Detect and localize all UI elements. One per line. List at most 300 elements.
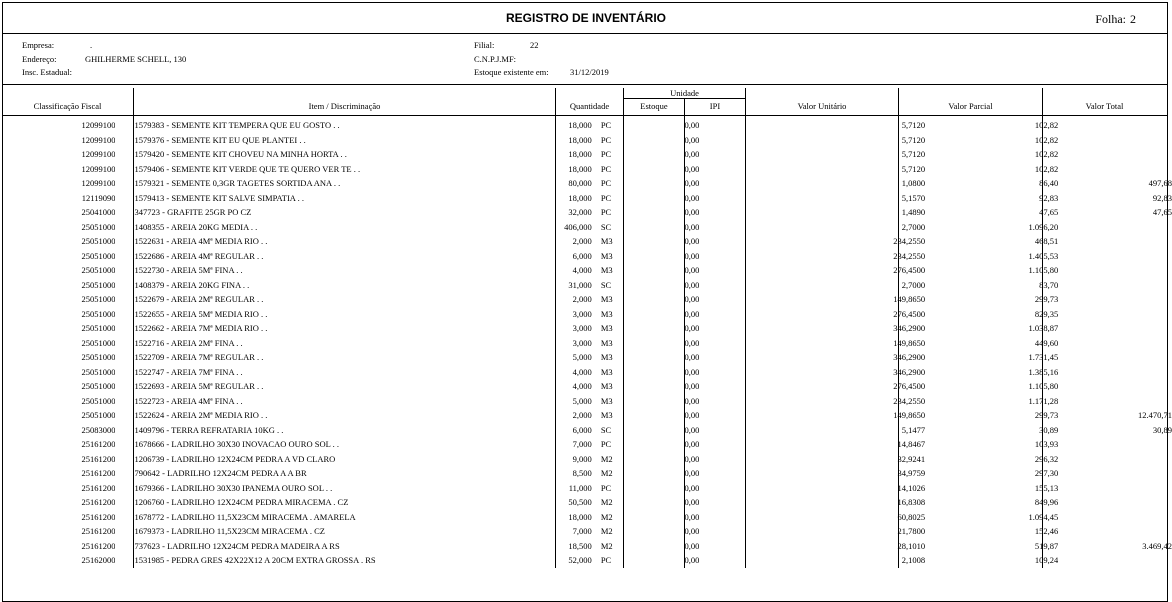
cell-quantidade: 4,000 [572,381,592,392]
cell-valor-unitario: 234,2550 [893,395,926,406]
cell-spacer [115,452,134,467]
cell-ipi: 0,00 [684,279,700,290]
cell-quantidade: 9,000 [572,453,592,464]
cell-quantidade: 7,000 [572,526,592,537]
col-classificacao-fiscal: Classificação Fiscal [33,101,102,111]
table-row [0,278,1172,293]
cell-valor-unitario: 5,7120 [901,163,926,174]
cell-quantidade: 2,000 [572,236,592,247]
cell-valor-unitario: 5,1570 [901,192,926,203]
cell-valor-unitario: 14,8467 [897,439,926,450]
col-valor-parcial: Valor Parcial [948,101,993,111]
cell-valor-unitario: 276,4500 [893,381,926,392]
cell-valor-unitario: 234,2550 [893,236,926,247]
cell-valor-unitario: 2,1008 [901,555,926,566]
cell-classificacao: 25051000 [81,410,116,421]
cell-valor-total [1058,321,1172,336]
cell-quantidade: 4,000 [572,265,592,276]
cell-valor-unitario: 34,9759 [897,468,926,479]
cell-classificacao: 25051000 [81,395,116,406]
cell-item: 1409796 - TERRA REFRATARIA 10KG . . [134,424,284,435]
estoque-value: 31/12/2019 [570,67,609,77]
cell-estoque: M2 [600,540,613,551]
table-row [0,234,1172,249]
cell-item: 1522655 - AREIA 5Mª MEDIA RIO . . [134,308,268,319]
col-item: Item / Discriminação [308,101,381,111]
cell-item: 1522716 - AREIA 2Mª FINA . . [134,337,243,348]
cell-valor-total: 12.470,71 [1138,410,1172,421]
cell-ipi: 0,00 [684,265,700,276]
cell-valor-unitario: 2,7000 [901,221,926,232]
cell-spacer [592,510,601,525]
endereco-label: Endereço: [22,54,57,64]
table-row [0,321,1172,336]
cell-classificacao: 25041000 [81,207,116,218]
cell-estoque: PC [600,439,612,450]
cell-valor-parcial: 83,70 [1039,279,1059,290]
cell-spacer [592,249,601,264]
cell-valor-total [1058,292,1172,307]
cell-item: 1579406 - SEMENTE KIT VERDE QUE TE QUERO VER TE . . [134,163,361,174]
cell-item: 1522723 - AREIA 4Mª FINA . . [134,395,243,406]
cell-estoque: PC [600,482,612,493]
cell-estoque: M3 [600,294,613,305]
cell-valor-total [1058,524,1172,539]
cell-estoque: PC [600,555,612,566]
cell-spacer [592,176,601,191]
cell-valor-total [1058,220,1172,235]
cell-valor-total [1058,365,1172,380]
cell-valor-unitario: 149,8650 [893,337,926,348]
cell-classificacao: 25162000 [81,555,116,566]
cell-spacer [115,481,134,496]
cell-item: 1522747 - AREIA 7Mª FINA . . [134,366,243,377]
cell-spacer [115,176,134,191]
cell-item: 1678772 - LADRILHO 11,5X23CM MIRACEMA . AMARELA [134,511,356,522]
estoque-label: Estoque existente em: [474,67,549,77]
cell-valor-unitario: 60,8025 [897,511,926,522]
cell-valor-parcial: 102,82 [1034,134,1059,145]
cell-spacer [115,191,134,206]
cell-spacer [115,539,134,554]
table-row [0,553,1172,568]
cell-spacer [592,394,601,409]
cell-ipi: 0,00 [684,526,700,537]
col-valor-unitario: Valor Unitário [797,101,847,111]
cell-item: 1579383 - SEMENTE KIT TEMPERA QUE EU GOSTO . . [134,120,340,131]
cell-valor-unitario: 1,0800 [901,178,926,189]
cell-spacer [115,365,134,380]
cell-estoque: M2 [600,511,613,522]
cell-estoque: SC [600,279,612,290]
cell-valor-total [1058,481,1172,496]
cell-valor-parcial: 102,82 [1034,149,1059,160]
cell-item: 1579420 - SEMENTE KIT CHOVEU NA MINHA HORTA . . [134,149,347,160]
table-row [0,249,1172,264]
cell-valor-total [1058,336,1172,351]
cell-estoque: PC [600,163,612,174]
cell-valor-parcial: 1.105,80 [1028,381,1059,392]
cell-ipi: 0,00 [684,178,700,189]
cell-item: 1522730 - AREIA 5Mª FINA . . [134,265,243,276]
cell-quantidade: 18,000 [568,120,592,131]
cell-spacer [592,539,601,554]
cell-classificacao: 12099100 [81,149,116,160]
title-separator [2,33,1168,34]
cell-quantidade: 11,000 [568,482,592,493]
cell-valor-unitario: 1,4890 [901,207,926,218]
cell-item: 1522624 - AREIA 2Mª MEDIA RIO . . [134,410,268,421]
table-row [0,394,1172,409]
col-estoque: Estoque [640,101,668,111]
cell-valor-total: 3.469,42 [1142,540,1172,551]
cell-classificacao: 25161200 [81,497,116,508]
cell-quantidade: 3,000 [572,308,592,319]
cell-classificacao: 25051000 [81,366,116,377]
cell-estoque: PC [600,120,612,131]
cell-valor-unitario: 149,8650 [893,294,926,305]
cell-ipi: 0,00 [684,134,700,145]
cell-estoque: M2 [600,468,613,479]
cell-classificacao: 25161200 [81,453,116,464]
cell-classificacao: 12099100 [81,178,116,189]
cell-classificacao: 25051000 [81,294,116,305]
cell-item: 1522693 - AREIA 5Mª REGULAR . . [134,381,264,392]
cell-quantidade: 18,000 [568,134,592,145]
cell-estoque: SC [600,424,612,435]
table-row [0,191,1172,206]
cell-spacer [592,191,601,206]
cell-item: 790642 - LADRILHO 12X24CM PEDRA A A BR [134,468,307,479]
folha-value: 2 [1130,12,1136,26]
cell-spacer [115,307,134,322]
cell-item: 1579413 - SEMENTE KIT SALVE SIMPATIA . . [134,192,304,203]
cell-quantidade: 18,000 [568,511,592,522]
inventory-table [0,118,1172,568]
cell-classificacao: 25161200 [81,511,116,522]
cell-classificacao: 25161200 [81,468,116,479]
cell-quantidade: 3,000 [572,323,592,334]
cell-estoque: M3 [600,381,613,392]
cell-item: 1579376 - SEMENTE KIT EU QUE PLANTEI . . [134,134,306,145]
cell-valor-parcial: 92,83 [1039,192,1059,203]
cell-valor-parcial: 102,82 [1034,163,1059,174]
cell-quantidade: 406,000 [564,221,592,232]
cell-estoque: PC [600,178,612,189]
cell-ipi: 0,00 [684,410,700,421]
cell-spacer [115,205,134,220]
table-row [0,437,1172,452]
cell-ipi: 0,00 [684,352,700,363]
cell-ipi: 0,00 [684,294,700,305]
cell-valor-total: 47,65 [1152,207,1172,218]
cell-ipi: 0,00 [684,221,700,232]
cell-item: 1679366 - LADRILHO 30X30 IPANEMA OURO SOL . . [134,482,333,493]
cell-valor-total: 497,68 [1148,178,1172,189]
cell-estoque: M3 [600,236,613,247]
cell-spacer [115,118,134,133]
table-row [0,524,1172,539]
table-row [0,365,1172,380]
cell-quantidade: 6,000 [572,424,592,435]
cell-spacer [592,379,601,394]
table-row [0,408,1172,423]
cell-valor-parcial: 849,96 [1034,497,1059,508]
table-row [0,147,1172,162]
cell-spacer [592,481,601,496]
cell-spacer [115,466,134,481]
cell-valor-parcial: 47,65 [1039,207,1059,218]
cell-spacer [115,553,134,568]
cell-valor-unitario: 5,7120 [901,149,926,160]
cell-ipi: 0,00 [684,555,700,566]
cell-valor-total [1058,147,1172,162]
cell-valor-parcial: 468,51 [1034,236,1059,247]
cell-valor-parcial: 30,89 [1039,424,1059,435]
cell-valor-total: 92,83 [1152,192,1172,203]
cell-classificacao: 12099100 [81,134,116,145]
cell-item: 1522631 - AREIA 4Mª MEDIA RIO . . [134,236,268,247]
cell-classificacao: 25051000 [81,221,116,232]
cell-spacer [115,350,134,365]
cell-quantidade: 8,500 [572,468,592,479]
cell-item: 1678666 - LADRILHO 30X30 INOVACAO OURO SOL . . [134,439,339,450]
cell-valor-parcial: 1.094,45 [1028,511,1059,522]
cell-quantidade: 6,000 [572,250,592,261]
cell-ipi: 0,00 [684,395,700,406]
cell-valor-total [1058,437,1172,452]
cell-ipi: 0,00 [684,149,700,160]
cell-valor-parcial: 86,40 [1039,178,1059,189]
cell-estoque: PC [600,192,612,203]
cell-valor-parcial: 102,82 [1034,120,1059,131]
cell-spacer [115,321,134,336]
report-title: REGISTRO DE INVENTÁRIO [505,11,666,25]
col-valor-total: Valor Total [1085,101,1124,111]
cell-classificacao: 25161200 [81,482,116,493]
cell-spacer [592,553,601,568]
cell-item: 1522686 - AREIA 4Mª REGULAR . . [134,250,264,261]
header-separator [2,84,1168,85]
cell-valor-parcial: 296,32 [1034,453,1059,464]
cell-estoque: M3 [600,323,613,334]
cell-item: 1522662 - AREIA 7Mª MEDIA RIO . . [134,323,268,334]
cell-valor-unitario: 346,2900 [893,352,926,363]
cell-estoque: PC [600,134,612,145]
cell-spacer [115,423,134,438]
table-row [0,350,1172,365]
cell-classificacao: 25051000 [81,381,116,392]
cell-classificacao: 12119090 [81,192,116,203]
cell-classificacao: 25083000 [81,424,116,435]
cell-classificacao: 25051000 [81,308,116,319]
cell-spacer [592,495,601,510]
cell-quantidade: 31,000 [568,279,592,290]
cell-quantidade: 2,000 [572,294,592,305]
table-row [0,133,1172,148]
cell-ipi: 0,00 [684,207,700,218]
cell-quantidade: 5,000 [572,352,592,363]
cell-valor-total [1058,307,1172,322]
cell-valor-total [1058,553,1172,568]
cell-valor-total [1058,263,1172,278]
cell-estoque: M3 [600,265,613,276]
cell-valor-parcial: 1.405,53 [1028,250,1059,261]
cell-spacer [115,524,134,539]
cell-ipi: 0,00 [684,439,700,450]
cell-spacer [115,278,134,293]
cell-item: 737623 - LADRILHO 12X24CM PEDRA MADEIRA A RS [134,540,340,551]
cell-spacer [592,307,601,322]
cell-spacer [115,408,134,423]
cell-ipi: 0,00 [684,424,700,435]
cell-item: 1408355 - AREIA 20KG MEDIA . . [134,221,258,232]
cell-valor-parcial: 1.096,20 [1028,221,1059,232]
cell-valor-parcial: 299,73 [1034,410,1059,421]
insc-estadual-label: Insc. Estadual: [22,67,73,77]
cell-valor-unitario: 5,7120 [901,134,926,145]
cell-item: 1522679 - AREIA 2Mª REGULAR . . [134,294,264,305]
empresa-label: Empresa: [22,40,55,50]
cell-spacer [115,147,134,162]
cell-valor-total [1058,350,1172,365]
cell-ipi: 0,00 [684,482,700,493]
cell-spacer [592,278,601,293]
cell-classificacao: 25161200 [81,540,116,551]
cell-valor-parcial: 449,60 [1034,337,1059,348]
cell-quantidade: 18,000 [568,149,592,160]
table-row [0,220,1172,235]
cell-spacer [592,466,601,481]
cell-valor-total [1058,466,1172,481]
cell-estoque: PC [600,149,612,160]
table-row [0,205,1172,220]
cell-estoque: SC [600,221,612,232]
col-unidade: Unidade [670,88,699,98]
cell-valor-total [1058,452,1172,467]
cell-classificacao: 12099100 [81,163,116,174]
cell-estoque: M3 [600,250,613,261]
cell-spacer [592,162,601,177]
cell-valor-parcial: 109,24 [1034,555,1059,566]
cell-classificacao: 25051000 [81,337,116,348]
cell-spacer [592,437,601,452]
cell-valor-unitario: 32,9241 [897,453,926,464]
cell-valor-unitario: 5,1477 [901,424,926,435]
cell-valor-parcial: 829,35 [1034,308,1059,319]
cell-valor-parcial: 519,87 [1034,540,1059,551]
cell-quantidade: 2,000 [572,410,592,421]
cell-valor-total [1058,278,1172,293]
cell-quantidade: 5,000 [572,395,592,406]
cell-valor-parcial: 1.038,87 [1028,323,1059,334]
cell-valor-unitario: 149,8650 [893,410,926,421]
cell-spacer [592,205,601,220]
cell-valor-unitario: 276,4500 [893,308,926,319]
cell-spacer [592,292,601,307]
cell-estoque: M3 [600,352,613,363]
cell-valor-total [1058,162,1172,177]
cell-valor-total [1058,118,1172,133]
cell-item: 1531985 - PEDRA GRES 42X22X12 A 20CM EXTRA GROSSA . RS [134,555,376,566]
table-row [0,539,1172,554]
cell-valor-unitario: 14,1026 [897,482,926,493]
cell-valor-unitario: 16,8308 [897,497,926,508]
cell-spacer [115,133,134,148]
cell-spacer [592,220,601,235]
cell-quantidade: 4,000 [572,366,592,377]
cell-quantidade: 80,000 [568,178,592,189]
table-row [0,379,1172,394]
cell-valor-total [1058,495,1172,510]
cell-valor-total [1058,510,1172,525]
cell-valor-unitario: 346,2900 [893,323,926,334]
cell-ipi: 0,00 [684,511,700,522]
table-row [0,495,1172,510]
cnpj-label: C.N.P.J.MF: [474,54,517,64]
table-row [0,118,1172,133]
cell-classificacao: 25051000 [81,323,116,334]
cell-quantidade: 32,000 [568,207,592,218]
cell-valor-unitario: 21,7800 [897,526,926,537]
cell-quantidade: 18,500 [568,540,592,551]
cell-estoque: M3 [600,337,613,348]
table-row [0,510,1172,525]
table-row [0,466,1172,481]
cell-estoque: M3 [600,395,613,406]
cell-valor-unitario: 234,2550 [893,250,926,261]
cell-item: 1206760 - LADRILHO 12X24CM PEDRA MIRACEMA . CZ [134,497,349,508]
cell-valor-total: 30,89 [1152,424,1172,435]
endereco-value: GHILHERME SCHELL, 130 [85,54,187,64]
col-ipi: IPI [709,101,721,111]
cell-valor-unitario: 276,4500 [893,265,926,276]
cell-valor-total [1058,394,1172,409]
cell-ipi: 0,00 [684,236,700,247]
filial-label: Filial: [474,40,495,50]
cell-valor-parcial: 1.171,28 [1028,395,1059,406]
cell-valor-parcial: 152,46 [1034,526,1059,537]
cell-spacer [592,133,601,148]
cell-classificacao: 25051000 [81,352,116,363]
cell-spacer [115,292,134,307]
cell-quantidade: 3,000 [572,337,592,348]
cell-ipi: 0,00 [684,308,700,319]
cell-valor-parcial: 103,93 [1034,439,1059,450]
cell-classificacao: 25051000 [81,279,116,290]
cell-item: 347723 - GRAFITE 25GR PO CZ [134,207,252,218]
cell-spacer [115,162,134,177]
cell-spacer [115,437,134,452]
cell-spacer [592,336,601,351]
cell-valor-parcial: 299,73 [1034,294,1059,305]
cell-valor-parcial: 1.105,80 [1028,265,1059,276]
cell-spacer [592,263,601,278]
cell-spacer [592,452,601,467]
cell-ipi: 0,00 [684,120,700,131]
cell-valor-unitario: 2,7000 [901,279,926,290]
cell-valor-total [1058,133,1172,148]
cell-ipi: 0,00 [684,250,700,261]
unidade-underline [623,98,745,99]
cell-spacer [115,510,134,525]
cell-ipi: 0,00 [684,192,700,203]
cell-spacer [115,394,134,409]
cell-classificacao: 25051000 [81,265,116,276]
cell-valor-parcial: 297,30 [1034,468,1059,479]
cell-spacer [592,350,601,365]
cell-estoque: M3 [600,410,613,421]
